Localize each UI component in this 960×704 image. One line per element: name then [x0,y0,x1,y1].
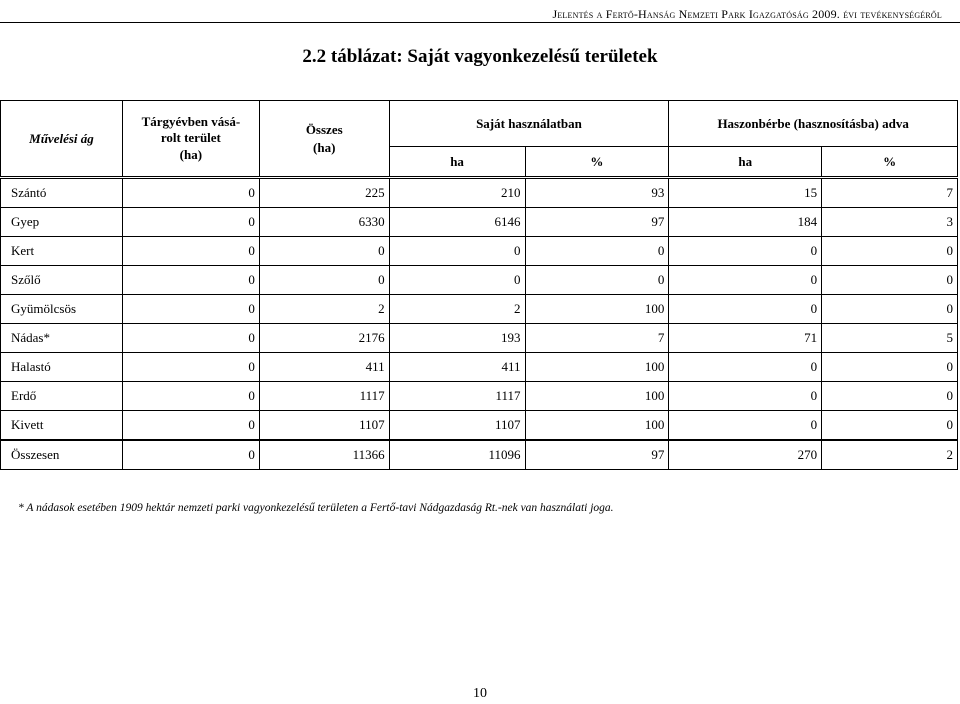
row-value: 0 [122,178,259,208]
row-value: 100 [525,353,669,382]
row-value: 225 [259,178,389,208]
table-row [1,178,958,208]
row-value: 210 [389,178,525,208]
row-value: 1107 [259,411,389,441]
row-label: Szántó [1,178,123,208]
row-value: 0 [525,237,669,266]
table-header [1,101,958,178]
row-value: 100 [525,382,669,411]
row-value: 0 [822,411,958,441]
row-value: 0 [669,411,822,441]
row-value: 0 [389,266,525,295]
row-value: 1107 [389,411,525,441]
row-value: 0 [122,382,259,411]
col-header-branch: Művelési ág [1,101,123,178]
row-value: 0 [822,295,958,324]
table-title: 2.2 táblázat: Saját vagyonkezelésű területek [302,46,658,67]
table-row-total [1,440,958,470]
table-row [1,295,958,324]
row-label: Kert [1,237,123,266]
row-label: Halastó [1,353,123,382]
col-header-total: Összes (ha) [259,101,389,178]
col-header-purchased: Tárgyévben vásá- rolt terület (ha) [122,101,259,178]
col-header-leased: Haszonbérbe (hasznosításba) adva [669,101,958,147]
row-value: 0 [122,208,259,237]
row-value: 93 [525,178,669,208]
row-value: 0 [122,295,259,324]
row-value: 0 [122,353,259,382]
row-value: 0 [122,440,259,470]
row-value: 11096 [389,440,525,470]
row-value: 0 [259,237,389,266]
table-row [1,266,958,295]
row-value: 0 [122,266,259,295]
running-header-text: Jelentés a Fertő-Hanság Nemzeti Park Igazgatóság 2009. évi tevékenységéről [552,7,942,21]
row-value: 0 [822,382,958,411]
row-value: 7 [525,324,669,353]
row-value: 2 [389,295,525,324]
row-value: 71 [669,324,822,353]
land-table [0,100,958,470]
col-header-own-use: Saját használatban [389,101,669,147]
sub-header-leased-ha: ha [669,147,822,178]
page-number: 10 [473,686,487,701]
row-label: Erdő [1,382,123,411]
row-value: 0 [389,237,525,266]
row-value: 0 [669,266,822,295]
row-value: 0 [669,295,822,324]
row-value: 100 [525,295,669,324]
row-value: 184 [669,208,822,237]
row-value: 6146 [389,208,525,237]
row-label: Szőlő [1,266,123,295]
header-rule [0,22,960,23]
table-row [1,353,958,382]
row-label: Nádas* [1,324,123,353]
row-value: 6330 [259,208,389,237]
row-value: 270 [669,440,822,470]
row-value: 0 [822,266,958,295]
row-value: 97 [525,440,669,470]
row-value: 0 [122,237,259,266]
row-label: Gyep [1,208,123,237]
table-row [1,411,958,441]
sub-header-own-ha: ha [389,147,525,178]
table-row [1,382,958,411]
row-value: 100 [525,411,669,441]
row-label: Kivett [1,411,123,441]
table-body [1,178,958,470]
running-header [552,7,942,22]
row-value: 97 [525,208,669,237]
table-row [1,324,958,353]
row-value: 0 [669,353,822,382]
row-value: 0 [822,237,958,266]
sub-header-own-pct: % [525,147,669,178]
table-row [1,237,958,266]
table-row [1,208,958,237]
row-label: Összesen [1,440,123,470]
row-value: 5 [822,324,958,353]
sub-header-leased-pct: % [822,147,958,178]
row-value: 411 [389,353,525,382]
row-value: 2 [822,440,958,470]
row-value: 0 [122,411,259,441]
row-value: 0 [525,266,669,295]
row-value: 411 [259,353,389,382]
row-value: 1117 [259,382,389,411]
row-label: Gyümölcsös [1,295,123,324]
row-value: 0 [122,324,259,353]
row-value: 0 [259,266,389,295]
row-value: 3 [822,208,958,237]
row-value: 0 [822,353,958,382]
row-value: 0 [669,237,822,266]
footnote: * A nádasok esetében 1909 hektár nemzeti parki vagyonkezelésű területen a Fertő-tavi Nádgazdaság Rt.-nek van használati joga. [18,502,614,514]
row-value: 2 [259,295,389,324]
row-value: 193 [389,324,525,353]
row-value: 2176 [259,324,389,353]
row-value: 7 [822,178,958,208]
row-value: 15 [669,178,822,208]
row-value: 1117 [389,382,525,411]
row-value: 11366 [259,440,389,470]
row-value: 0 [669,382,822,411]
